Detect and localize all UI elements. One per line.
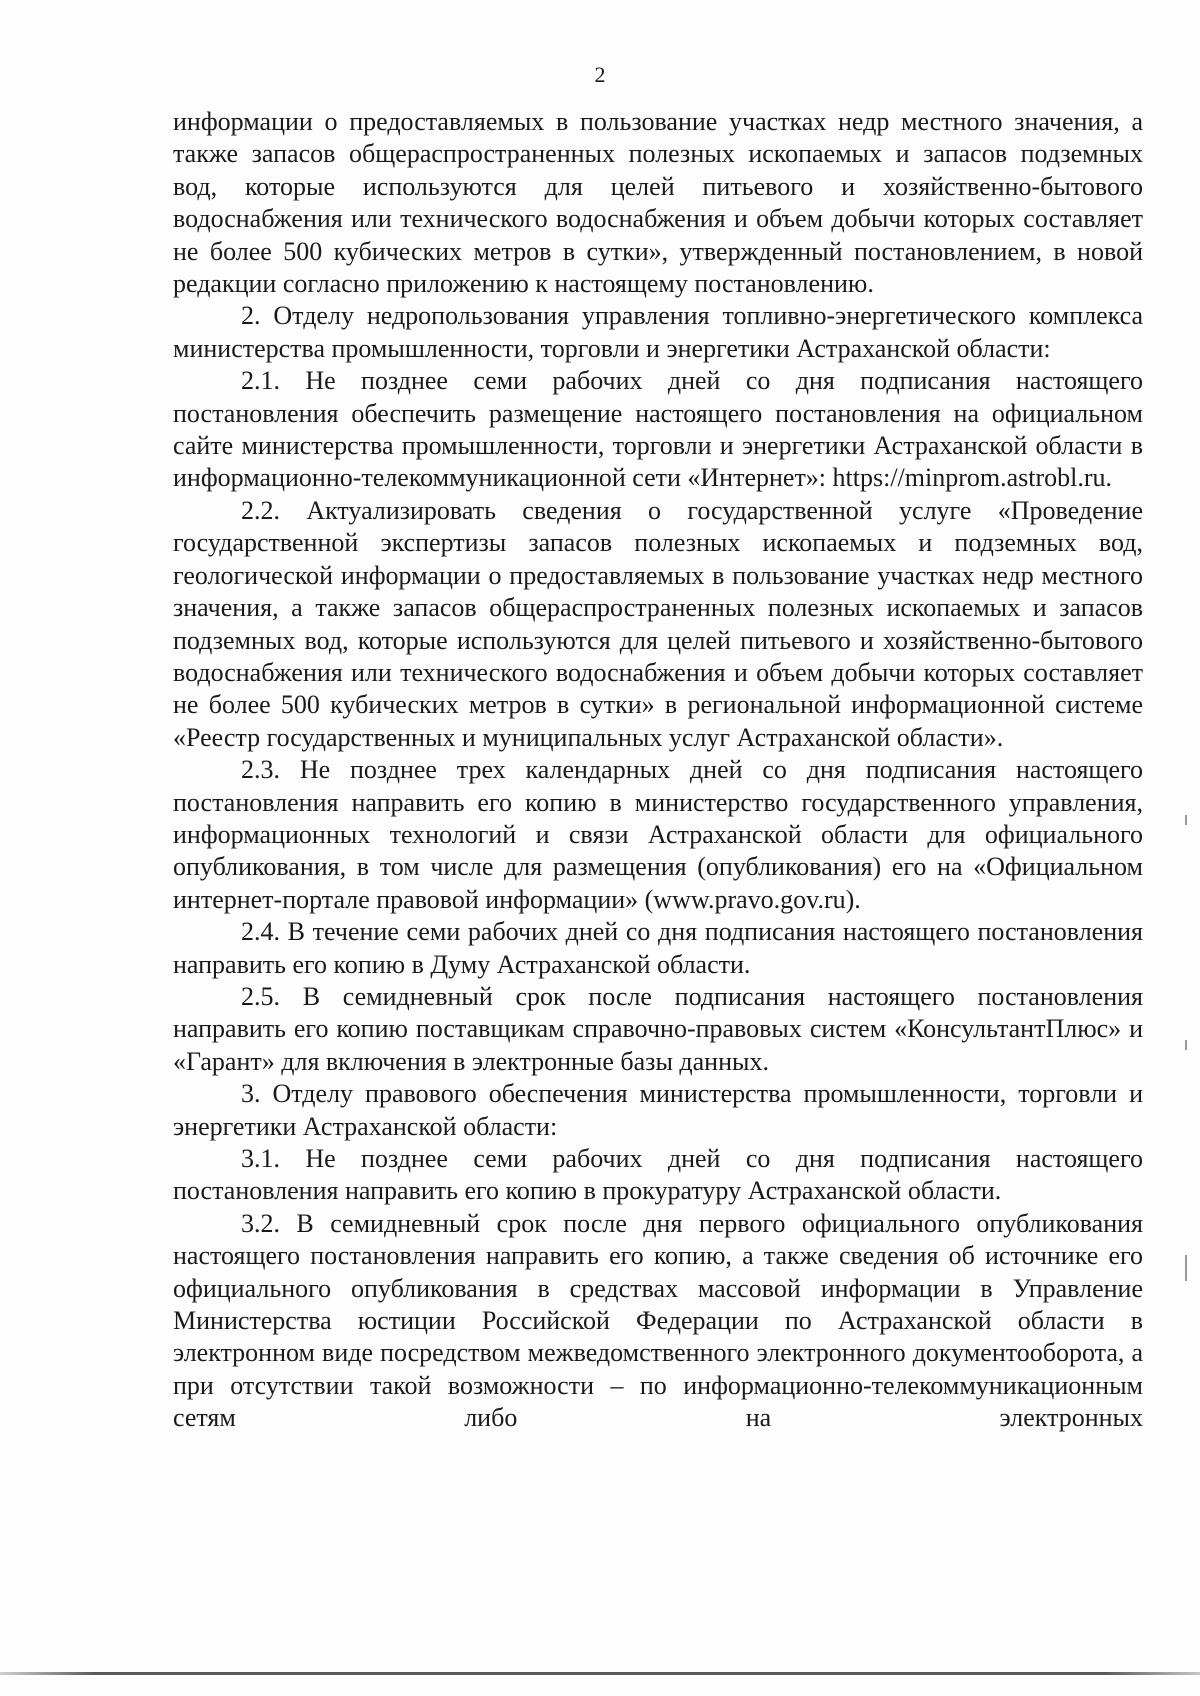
paragraph-item-3-2: 3.2. В семидневный срок после дня первого официального опубликования настоящего постановления направить его копию, а также сведения об источнике его официального опубликования в средствах массовой информации в Управление Министерства юстиции Российской Федерации по Астраханской области в электронном виде посредством межведомственного электронного документооборота, а при отсутствии такой возможности – по информационно-телекоммуникационным сетям либо на электронных [173,1208,1143,1433]
scan-bottom-edge [0,1672,1200,1675]
scan-margin-mark [1185,815,1187,825]
scan-margin-mark [1185,1040,1187,1050]
paragraph-item-2: 2. Отделу недропользования управления топливно-энергетического комплекса министерства промышленности, торговли и энергетики Астраханской области: [173,301,1143,363]
paragraph-item-3-1: 3.1. Не позднее семи рабочих дней со дня подписания настоящего постановления направить его копию в прокуратуру Астраханской области. [173,1144,1143,1206]
paragraph-item-2-2: 2.2. Актуализировать сведения о государственной услуге «Проведение государственной экспертизы запасов полезных ископаемых и подземных вод, геологической информации о предоставляемых в пользование участках недр местного значения, а также запасов общераспространенных полезных ископаемых и запасов подземных вод, которые используются для целей питьевого и хозяйственно-бытового водоснабжения или технического водоснабжения и объем добычи которых составляет не более 500 кубических метров в сутки» в региональной информационной системе «Реестр государственных и муниципальных услуг Астраханской области». [173,495,1143,752]
paragraph-item-3: 3. Отделу правового обеспечения министерства промышленности, торговли и энергетики Астраханской области: [173,1079,1143,1141]
paragraph-item-2-5: 2.5. В семидневный срок после подписания настоящего постановления направить его копию поставщикам справочно-правовых систем «КонсультантПлюс» и «Гарант» для включения в электронные базы данных. [173,981,1143,1076]
page-number: 2 [594,62,606,87]
scan-margin-mark [1185,1255,1187,1281]
paragraph-item-2-3: 2.3. Не позднее трех календарных дней со дня подписания настоящего постановления направить его копию в министерство государственного управления, информационных технологий и связи Астраханской области для официального опубликования, в том числе для размещения (опубликования) его на «Официальном интернет-портале правовой информации» (www.pravo.gov.ru). [173,755,1143,914]
document-body [173,106,1143,1435]
paragraph-item-2-1: 2.1. Не позднее семи рабочих дней со дня подписания настоящего постановления обеспечить размещение настоящего постановления на официальном сайте министерства промышленности, торговли и энергетики Астраханской области в информационно-телекоммуникационной сети «Интернет»: https://minprom.astrobl.ru. [173,366,1143,493]
paragraph-item-2-4: 2.4. В течение семи рабочих дней со дня подписания настоящего постановления направить его копию в Думу Астраханской области. [173,917,1143,979]
paragraph-continuation: информации о предоставляемых в пользование участках недр местного значения, а также запасов общераспространенных полезных ископаемых и запасов подземных вод, которые используются для целей питьевого и хозяйственно-бытового водоснабжения или технического водоснабжения и объем добычи которых составляет не более 500 кубических метров в сутки», утвержденный постановлением, в новой редакции согласно приложению к настоящему постановлению. [173,107,1143,299]
